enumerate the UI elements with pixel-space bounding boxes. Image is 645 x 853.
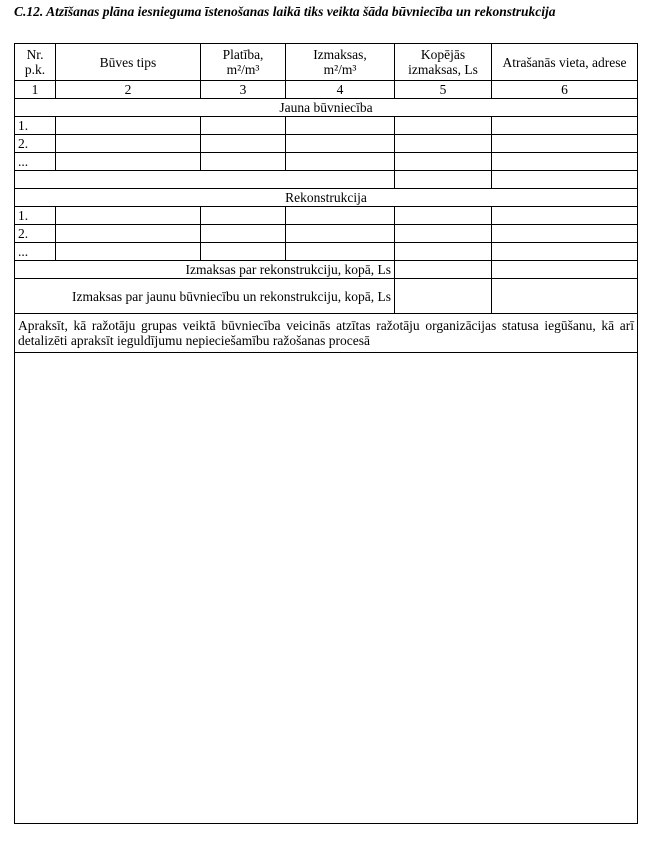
input-cell[interactable] <box>56 243 201 261</box>
input-cell[interactable] <box>286 135 395 153</box>
table-row <box>15 153 638 171</box>
input-cell[interactable] <box>286 207 395 225</box>
row-number: 1. <box>15 117 56 135</box>
row-number: 2. <box>15 135 56 153</box>
description-answer-row <box>15 353 638 824</box>
total-label: Izmaksas par jaunu būvniecību un rekonstrukciju, kopā, Ls <box>15 279 395 314</box>
subtotal-reconstruction-label: Izmaksas par rekonstrukciju, kopā, Ls <box>15 261 395 279</box>
section-reconstruction-label: Rekonstrukcija <box>15 189 638 207</box>
input-cell[interactable] <box>492 171 638 189</box>
input-cell[interactable] <box>395 243 492 261</box>
section-reconstruction-row <box>15 189 638 207</box>
header-tips: Būves tips <box>56 44 201 81</box>
input-cell[interactable] <box>286 117 395 135</box>
input-cell[interactable] <box>201 207 286 225</box>
input-cell[interactable] <box>286 243 395 261</box>
input-cell[interactable] <box>395 279 492 314</box>
header-platiba: Platība, m²/m³ <box>201 44 286 81</box>
input-cell[interactable] <box>56 207 201 225</box>
column-number-row <box>15 81 638 99</box>
table-row <box>15 135 638 153</box>
input-cell[interactable] <box>201 225 286 243</box>
subtotal-new-row <box>15 171 638 189</box>
input-cell[interactable] <box>492 135 638 153</box>
header-atrasanas: Atrašanās vieta, adrese <box>492 44 638 81</box>
input-cell[interactable] <box>56 225 201 243</box>
input-cell[interactable] <box>201 243 286 261</box>
table-row <box>15 207 638 225</box>
header-izmaksas: Izmaksas, m²/m³ <box>286 44 395 81</box>
input-cell[interactable] <box>395 225 492 243</box>
input-cell[interactable] <box>201 135 286 153</box>
column-number: 4 <box>286 81 395 99</box>
table-row <box>15 225 638 243</box>
input-cell[interactable] <box>492 117 638 135</box>
input-cell[interactable] <box>492 243 638 261</box>
column-number: 6 <box>492 81 638 99</box>
input-cell[interactable] <box>492 279 638 314</box>
description-answer-area[interactable] <box>15 353 638 824</box>
column-number: 1 <box>15 81 56 99</box>
header-nr: Nr. p.k. <box>15 44 56 81</box>
row-number: 2. <box>15 225 56 243</box>
subtotal-reconstruction-row <box>15 261 638 279</box>
input-cell[interactable] <box>56 135 201 153</box>
section-heading: C.12. Atzīšanas plāna iesnieguma īstenošanas laikā tiks veikta šāda būvniecība un rekonstrukcija <box>14 4 556 19</box>
row-number: ... <box>15 243 56 261</box>
input-cell[interactable] <box>56 117 201 135</box>
construction-table <box>14 43 638 824</box>
input-cell[interactable] <box>492 153 638 171</box>
description-prompt: Apraksīt, kā ražotāju grupas veiktā būvniecība veicinās atzītas ražotāju organizācijas statusa iegūšanu, kā arī detalizēti apraksīt ieguldījumu nepieciešamību ražošanas procesā <box>15 314 638 353</box>
input-cell[interactable] <box>492 225 638 243</box>
input-cell[interactable] <box>492 207 638 225</box>
input-cell[interactable] <box>395 171 492 189</box>
subtotal-new-label <box>15 171 395 189</box>
column-number: 3 <box>201 81 286 99</box>
input-cell[interactable] <box>56 153 201 171</box>
input-cell[interactable] <box>395 135 492 153</box>
input-cell[interactable] <box>201 153 286 171</box>
column-number: 2 <box>56 81 201 99</box>
input-cell[interactable] <box>286 225 395 243</box>
input-cell[interactable] <box>395 261 492 279</box>
row-number: 1. <box>15 207 56 225</box>
section-new-row <box>15 99 638 117</box>
total-row <box>15 279 638 314</box>
table-row <box>15 117 638 135</box>
input-cell[interactable] <box>395 153 492 171</box>
column-number: 5 <box>395 81 492 99</box>
header-kopejas: Kopējās izmaksas, Ls <box>395 44 492 81</box>
input-cell[interactable] <box>395 117 492 135</box>
row-number: ... <box>15 153 56 171</box>
input-cell[interactable] <box>395 207 492 225</box>
description-prompt-row <box>15 314 638 353</box>
input-cell[interactable] <box>201 117 286 135</box>
header-row <box>15 44 638 81</box>
table-row <box>15 243 638 261</box>
input-cell[interactable] <box>286 153 395 171</box>
input-cell[interactable] <box>492 261 638 279</box>
section-new-label: Jauna būvniecība <box>15 99 638 117</box>
